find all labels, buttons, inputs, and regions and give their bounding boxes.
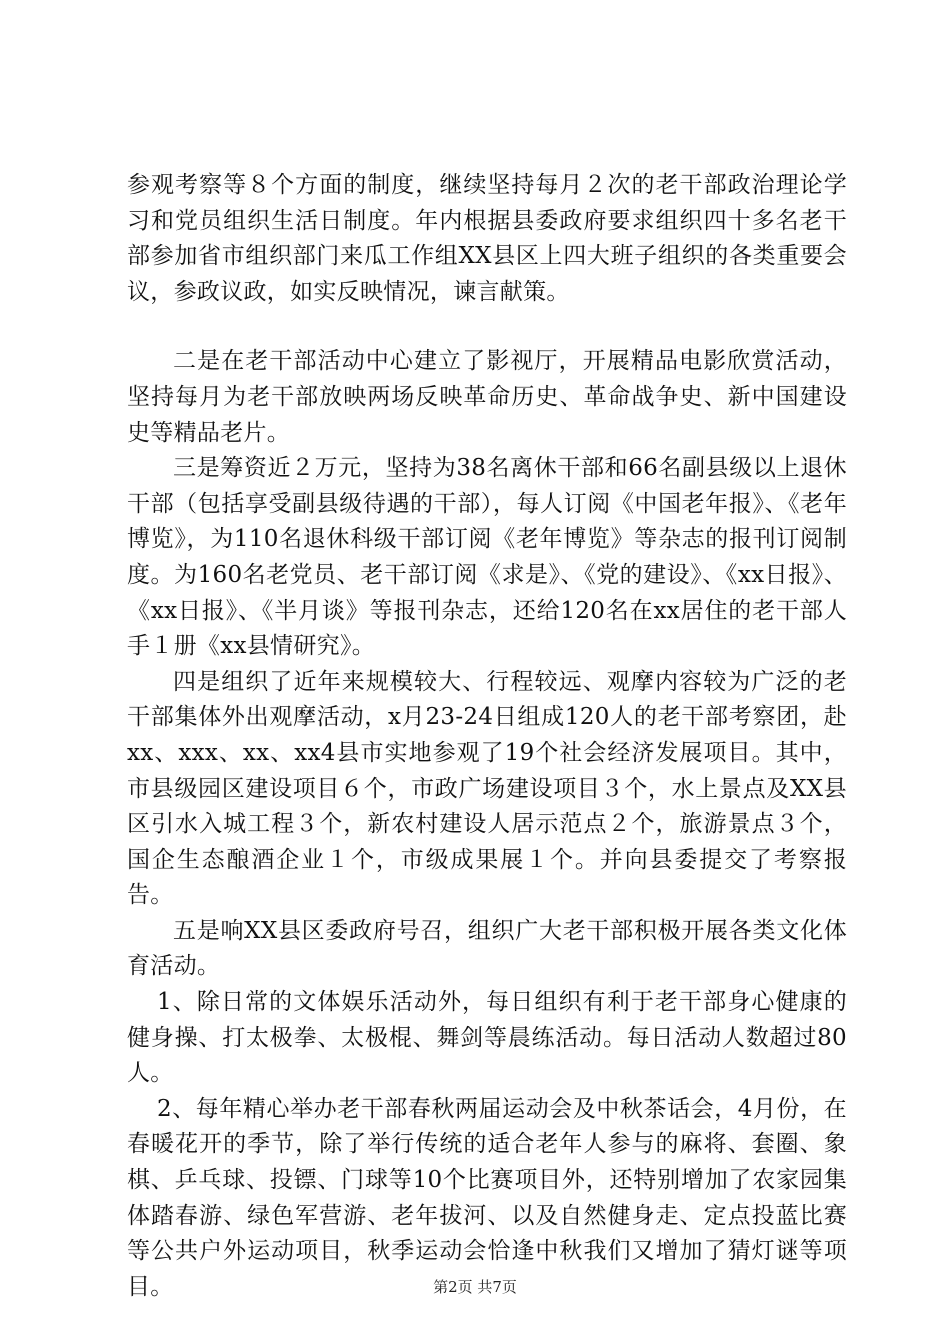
document-body <box>127 168 847 1305</box>
paragraph-inspection-trip: 四是组织了近年来规模较大、行程较远、观摩内容较为广泛的老干部集体外出观摩活动，x月23-24日组成120人的老干部考察团，赴xx、xxx、xx、xx4县市实地参观了19个社会经济发展项目。其中，市县级园区建设项目６个，市政广场建设项目３个，水上景点及XX县区引水入城工程３个，新农村建设人居示范点２个，旅游景点３个，国企生态酿酒企业１个，市级成果展１个。并向县委提交了考察报告。 <box>127 668 847 909</box>
paragraph-institutions: 参观考察等８个方面的制度，继续坚持每月２次的老干部政治理论学习和党员组织生活日制度。年内根据县委政府要求组织四十多名老干部参加省市组织部门来瓜工作组XX县区上四大班子组织的各类重要会议，参政议政，如实反映情况，谏言献策。 <box>127 172 847 305</box>
paragraph-film-hall: 二是在老干部活动中心建立了影视厅，开展精品电影欣赏活动，坚持每月为老干部放映两场反映革命历史、革命战争史、新中国建设史等精品老片。 <box>127 348 847 446</box>
paragraph-sports-activities: 五是响XX县区委政府号召，组织广大老干部积极开展各类文化体育活动。 <box>127 917 847 980</box>
paragraph-sports-meet: 2、每年精心举办老干部春秋两届运动会及中秋茶话会，4月份，在春暖花开的季节，除了举行传统的适合老年人参与的麻将、套圈、象棋、乒乓球、投镖、门球等10个比赛项目外，还特别增加了农家园集体踏春游、绿色军营游、老年拔河、以及自然健身走、定点投蓝比赛等公共户外运动项目，秋季运动会恰逢中秋我们又增加了猜灯谜等项目。 <box>127 1095 847 1300</box>
paragraph-morning-exercise: 1、除日常的文体娱乐活动外，每日组织有利于老干部身心健康的健身操、打太极拳、太极棍、舞剑等晨练活动。每日活动人数超过80人。 <box>127 989 847 1087</box>
page-number-footer: 第2页 共7页 <box>433 1278 517 1296</box>
paragraph-subscriptions: 三是筹资近２万元，坚持为38名离休干部和66名副县级以上退休干部（包括享受副县级待遇的干部），每人订阅《中国老年报》、《老年博览》，为110名退休科级干部订阅《老年博览》等杂志的报刊订阅制度。为160名老党员、老干部订阅《求是》、《党的建设》、《xx日报》、《xx日报》、《半月谈》等报刊杂志，还给120名在xx居住的老干部人手１册《xx县情研究》。 <box>127 455 847 660</box>
